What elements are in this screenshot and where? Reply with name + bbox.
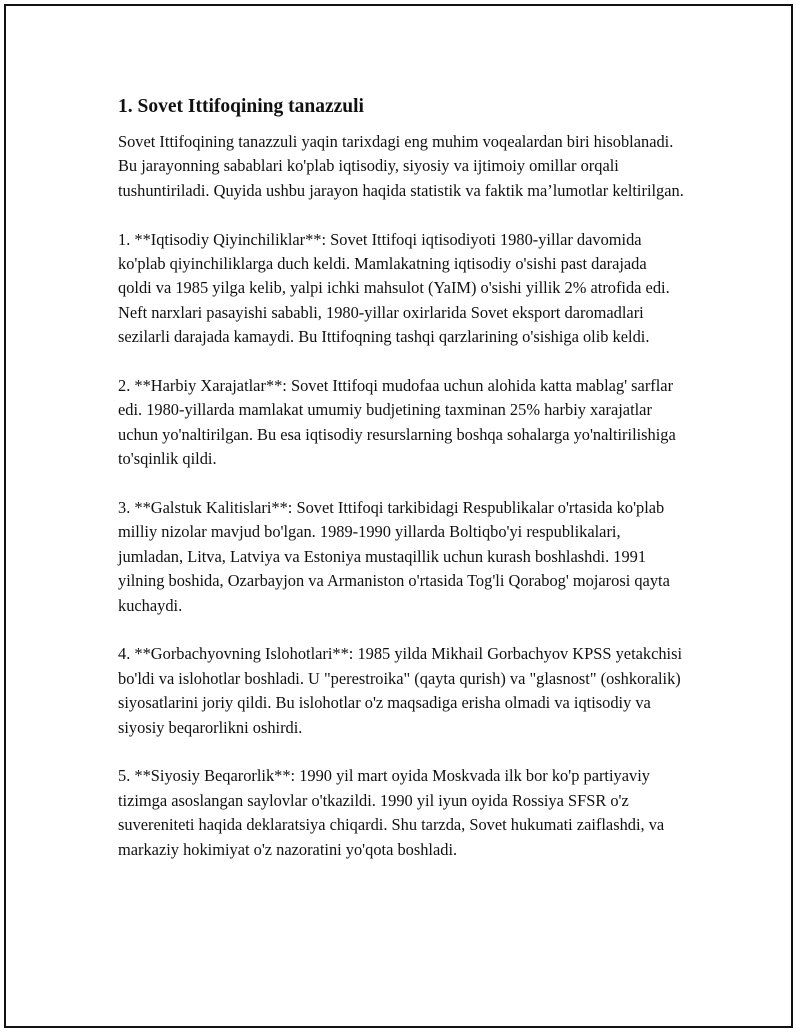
document-body	[118, 94, 684, 887]
section-title: 1. Sovet Ittifoqining tanazzuli	[118, 96, 364, 117]
intro-paragraph: Sovet Ittifoqining tanazzuli yaqin tarixdagi eng muhim voqealardan biri hisoblanadi. Bu jarayonning sabablari ko'plab iqtisodiy, siyosiy va ijtimoiy omillar orqali tushuntiriladi. Quyida ushbu jarayon haqida statistik va faktik ma’lumotlar keltirilgan.	[118, 132, 684, 200]
paragraph-military-expenses: 2. **Harbiy Xarajatlar**: Sovet Ittifoqi mudofaa uchun alohida katta mablag' sarflar edi. 1980-yillarda mamlakat umumiy budjetining taxminan 25% harbiy xarajatlar uchun yo'naltirilgan. Bu esa iqtisodiy resurslarning boshqa sohalarga yo'naltirilishiga to'sqinlik qildi.	[118, 376, 676, 469]
paragraph-economic-difficulties: 1. **Iqtisodiy Qiyinchiliklar**: Sovet Ittifoqi iqtisodiyoti 1980-yillar davomida ko'plab qiyinchiliklarga duch keldi. Mamlakatning iqtisodiy o'sishi past darajada qoldi va 1985 yilga kelib, yalpi ichki mahsulot (YaIM) o'sishi yillik 2% atrofida edi. Neft narxlari pasayishi sababli, 1980-yillar oxirlarida Sovet eksport daromadlari sezilarli darajada kamaydi. Bu Ittifoqning tashqi qarzlarining o'sishiga olib keldi.	[118, 229, 670, 347]
paragraph-national-conflicts: 3. **Galstuk Kalitislari**: Sovet Ittifoqi tarkibidagi Respublikalar o'rtasida ko'plab milliy nizolar mavjud bo'lgan. 1989-1990 yillarda Boltiqbo'yi respublikalari, jumladan, Litva, Latviya va Estoniya mustaqillik uchun kurash boshlashdi. 1991 yilning boshida, Ozarbayjon va Armaniston o'rtasida Tog'li Qorabog' mojarosi qayta kuchaydi.	[118, 498, 670, 615]
paragraph-political-instability: 5. **Siyosiy Beqarorlik**: 1990 yil mart oyida Moskvada ilk bor ko'p partiyaviy tizimga asoslangan saylovlar o'tkazildi. 1990 yil iyun oyida Rossiya SFSR o'z suvereniteti haqida deklaratsiya chiqardi. Shu tarzda, Sovet hukumati zaiflashdi, va markaziy hokimiyat o'z nazoratini yo'qota boshladi.	[118, 766, 665, 859]
paragraph-gorbachev-reforms: 4. **Gorbachyovning Islohotlari**: 1985 yilda Mikhail Gorbachyov KPSS yetakchisi bo'ldi va islohotlar boshladi. U "perestroika" (qayta qurish) va "glasnost" (oshkoralik) siyosatlarini joriy qildi. Bu islohotlar o'z maqsadiga erisha olmadi va iqtisodiy va siyosiy beqarorlikni oshirdi.	[118, 644, 683, 737]
